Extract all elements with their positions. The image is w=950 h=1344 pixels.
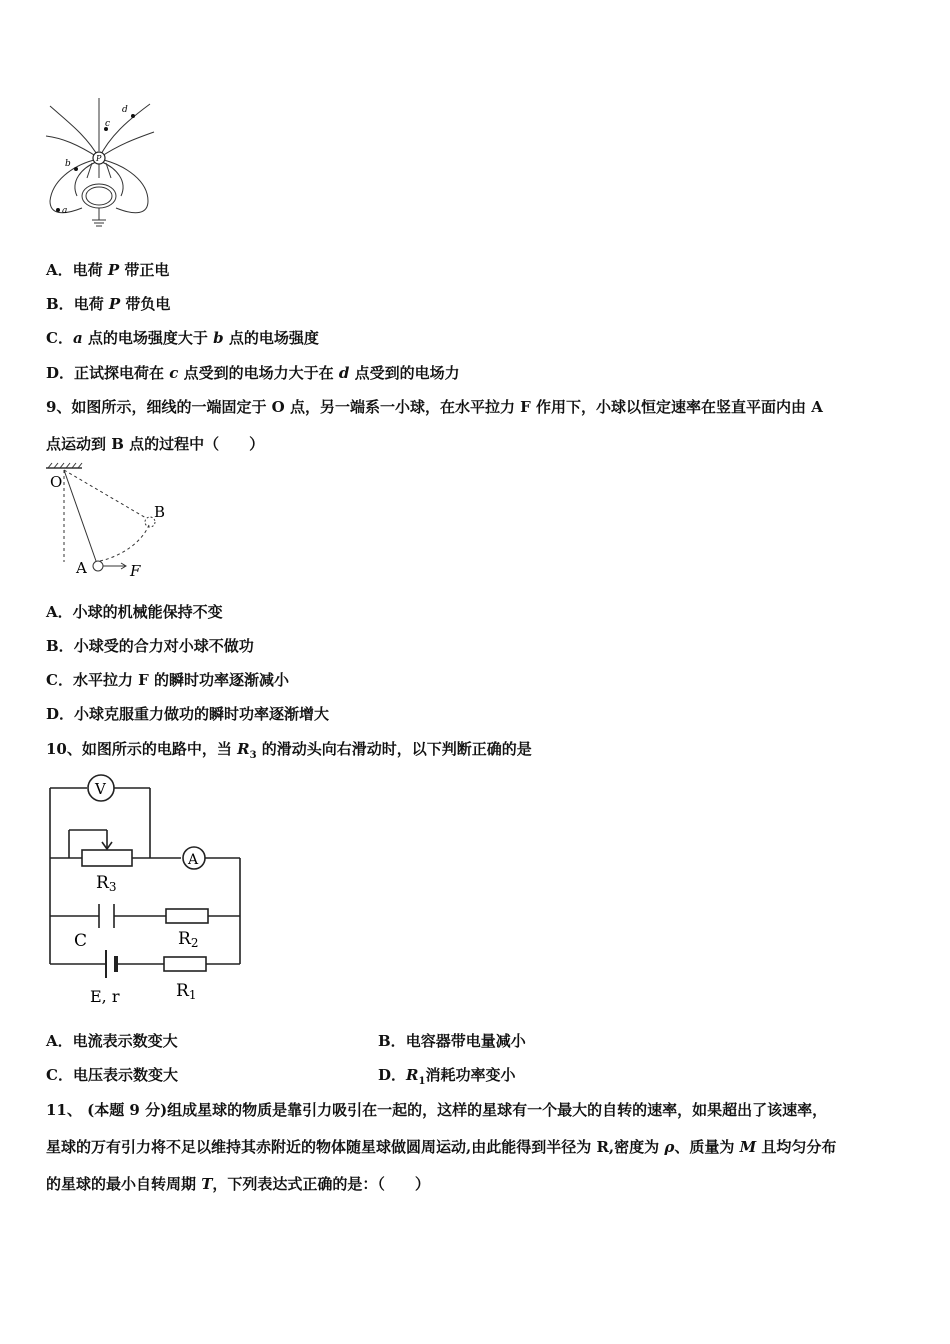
q10-stem: 10、如图所示的电路中，当 $R_3$ 的滑动头向右滑动时，以下判断正确的是 [46,740,532,761]
r3-label: R3 [96,873,117,894]
q9-option-a: A．小球的机械能保持不变 [46,603,223,621]
label-a-point: A [76,559,87,577]
voltmeter-label: V [95,780,106,798]
label-b: b [65,159,71,169]
q9-option-b: B．小球受的合力对小球不做功 [46,637,254,655]
label-b-point: B [154,503,166,521]
capacitor-label: C [74,931,88,951]
battery-label: E, r [90,987,120,1006]
label-c: c [105,119,111,129]
q9-stem-line2: 点运动到 B 点的过程中（ ） [46,435,265,453]
label-a: a [62,206,68,216]
label-f: F [130,562,141,580]
r1-label: R1 [176,981,197,1002]
label-p: P [96,154,102,163]
q11-stem-line1: 11、 (本题 9 分)组成星球的物质是靠引力吸引在一起的，这样的星球有一个最大的自转的速率，如果超出了该速率， [46,1101,828,1119]
circuit-figure [44,774,250,1010]
q9-stem-line1: 9、如图所示，细线的一端固定于 O 点，另一端系一小球，在水平拉力 F 作用下，小球以恒定速率在竖直平面内由 A [46,398,823,416]
q9-option-d: D．小球克服重力做功的瞬时功率逐渐增大 [46,705,330,723]
pendulum-figure [42,462,182,582]
q11-stem-line3: 的星球的最小自转周期 T，下列表达式正确的是：（ ） [46,1175,430,1193]
q8-option-d: D．正试探电荷在 c 点受到的电场力大于在 d 点受到的电场力 [46,364,460,382]
q10-option-b: B．电容器带电量减小 [378,1032,526,1050]
q8-option-a: A．电荷 P 带正电 [46,261,170,279]
q8-option-c: C．a 点的电场强度大于 b 点的电场强度 [46,329,319,347]
ammeter-label: A [188,852,199,868]
field-line-figure [42,96,162,236]
q10-option-d: D．$R_1$消耗功率变小 [378,1066,516,1087]
r2-label: R2 [178,929,199,950]
q11-stem-line2: 星球的万有引力将不足以维持其赤附近的物体随星球做圆周运动,由此能得到半径为 R,密度为 ρ、质量为 M 且均匀分布 [46,1138,837,1156]
label-d: d [122,105,128,115]
q8-option-b: B．电荷 P 带负电 [46,295,171,313]
q9-option-c: C．水平拉力 F 的瞬时功率逐渐减小 [46,671,290,689]
q10-option-a: A．电流表示数变大 [46,1032,178,1050]
q10-option-c: C．电压表示数变大 [46,1066,178,1084]
label-o: O [50,473,63,491]
